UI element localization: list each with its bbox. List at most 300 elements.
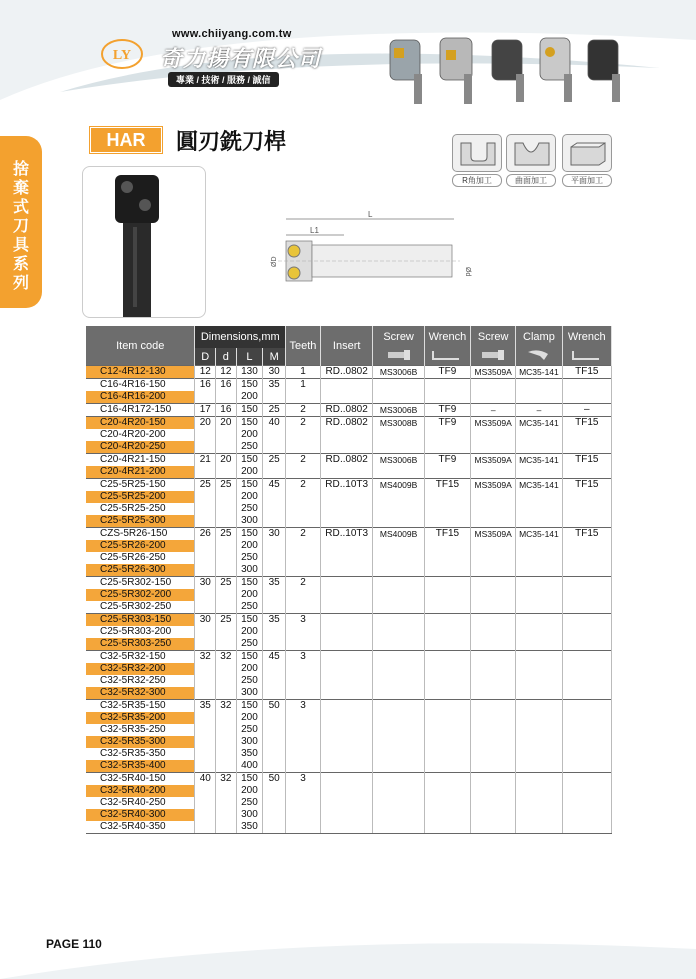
cell-clamp: MC35-141 — [516, 479, 562, 492]
cell-wrench2 — [562, 651, 611, 664]
cell-wrench: TF15 — [424, 479, 470, 492]
cell-wrench — [424, 429, 470, 441]
cell-wrench2 — [562, 540, 611, 552]
cell-L: 300 — [236, 564, 263, 577]
cell-clamp — [516, 429, 562, 441]
table-row — [86, 552, 612, 564]
item-code-cell: CZS-5R26-150 — [86, 528, 195, 541]
cell-M — [263, 515, 286, 528]
cell-D: 35 — [195, 700, 216, 713]
process-r-corner — [452, 134, 502, 185]
series-badge: HAR — [90, 127, 162, 153]
cell-teeth: 2 — [286, 454, 321, 467]
cell-wrench: TF9 — [424, 404, 470, 417]
cell-screw2 — [471, 601, 516, 614]
cell-D — [195, 736, 216, 748]
cell-M — [263, 821, 286, 834]
cell-screw2 — [471, 821, 516, 834]
table-row — [86, 366, 612, 379]
cell-d — [216, 675, 237, 687]
cell-screw2 — [471, 760, 516, 773]
cell-wrench2 — [562, 809, 611, 821]
item-code-cell: C25-5R302-200 — [86, 589, 195, 601]
cell-L: 150 — [236, 454, 263, 467]
table-row — [86, 454, 612, 467]
cell-wrench — [424, 748, 470, 760]
cell-screw2 — [471, 564, 516, 577]
cell-clamp — [516, 773, 562, 786]
cell-wrench — [424, 491, 470, 503]
cell-wrench2 — [562, 638, 611, 651]
cell-insert — [320, 601, 372, 614]
cell-clamp: – — [516, 404, 562, 417]
cell-screw2 — [471, 391, 516, 404]
cell-insert — [320, 638, 372, 651]
cell-d: 32 — [216, 651, 237, 664]
cell-d — [216, 736, 237, 748]
cell-clamp — [516, 736, 562, 748]
table-row — [86, 626, 612, 638]
cell-L: 250 — [236, 441, 263, 454]
dim-L1: L1 — [310, 226, 319, 235]
table-row — [86, 736, 612, 748]
cell-D — [195, 601, 216, 614]
cell-screw — [373, 736, 424, 748]
cell-insert — [320, 785, 372, 797]
table-row — [86, 466, 612, 479]
cell-screw2: MS3509A — [471, 417, 516, 430]
cell-screw — [373, 809, 424, 821]
cell-D — [195, 503, 216, 515]
cell-wrench2 — [562, 441, 611, 454]
cell-L: 150 — [236, 417, 263, 430]
cell-screw2 — [471, 441, 516, 454]
footer-swoosh — [0, 919, 696, 979]
cell-M — [263, 491, 286, 503]
cell-D — [195, 712, 216, 724]
cell-screw — [373, 552, 424, 564]
cell-L: 250 — [236, 601, 263, 614]
cell-insert: RD..10T3 — [320, 479, 372, 492]
cell-d — [216, 712, 237, 724]
cell-insert: RD..0802 — [320, 454, 372, 467]
cell-screw2 — [471, 626, 516, 638]
cell-screw2 — [471, 503, 516, 515]
cell-d: 25 — [216, 614, 237, 627]
cell-M: 45 — [263, 651, 286, 664]
table-row — [86, 773, 612, 786]
cell-D: 16 — [195, 379, 216, 392]
cell-teeth — [286, 441, 321, 454]
cell-wrench2 — [562, 503, 611, 515]
cell-L: 200 — [236, 491, 263, 503]
cell-D — [195, 724, 216, 736]
cell-wrench: TF9 — [424, 417, 470, 430]
cell-screw2 — [471, 614, 516, 627]
cell-M — [263, 663, 286, 675]
cell-clamp — [516, 760, 562, 773]
specification-table — [86, 326, 612, 834]
cell-L: 300 — [236, 736, 263, 748]
item-code-cell: C12-4R12-130 — [86, 366, 195, 379]
cell-screw — [373, 614, 424, 627]
cell-screw2 — [471, 577, 516, 590]
cell-teeth — [286, 391, 321, 404]
cell-screw — [373, 724, 424, 736]
cell-wrench — [424, 785, 470, 797]
dim-d: Ød — [464, 267, 471, 277]
cell-wrench — [424, 540, 470, 552]
cell-wrench2 — [562, 589, 611, 601]
cell-D — [195, 663, 216, 675]
cell-L: 250 — [236, 638, 263, 651]
item-code-cell: C16-4R16-200 — [86, 391, 195, 404]
cell-M — [263, 503, 286, 515]
cell-M: 50 — [263, 773, 286, 786]
cell-wrench — [424, 626, 470, 638]
cell-L: 150 — [236, 651, 263, 664]
cell-screw2 — [471, 687, 516, 700]
table-body — [86, 366, 612, 834]
cell-screw: MS3006B — [373, 404, 424, 417]
cell-d — [216, 391, 237, 404]
cell-wrench2: – — [562, 404, 611, 417]
cell-d — [216, 785, 237, 797]
cell-wrench2 — [562, 391, 611, 404]
table-row — [86, 601, 612, 614]
cell-wrench2 — [562, 491, 611, 503]
cell-D — [195, 748, 216, 760]
cell-screw2 — [471, 638, 516, 651]
cell-d — [216, 748, 237, 760]
item-code-cell: C32-5R35-250 — [86, 724, 195, 736]
cell-insert — [320, 809, 372, 821]
cell-screw: MS3006B — [373, 454, 424, 467]
cell-insert — [320, 466, 372, 479]
logo-text: LY — [112, 48, 132, 63]
cell-clamp — [516, 724, 562, 736]
cell-d — [216, 466, 237, 479]
cell-L: 250 — [236, 724, 263, 736]
cell-D: 25 — [195, 479, 216, 492]
table-row — [86, 515, 612, 528]
cell-M — [263, 687, 286, 700]
item-code-cell: C25-5R302-150 — [86, 577, 195, 590]
table-row — [86, 651, 612, 664]
cell-L: 350 — [236, 748, 263, 760]
cell-L: 300 — [236, 687, 263, 700]
cell-D — [195, 821, 216, 834]
cell-screw2: MS3509A — [471, 454, 516, 467]
cell-wrench — [424, 675, 470, 687]
table-row — [86, 540, 612, 552]
cell-M — [263, 675, 286, 687]
item-code-cell: C25-5R25-250 — [86, 503, 195, 515]
cell-d — [216, 552, 237, 564]
wrench-icon — [424, 348, 470, 366]
cell-wrench2 — [562, 466, 611, 479]
cell-wrench: TF15 — [424, 528, 470, 541]
cell-D — [195, 564, 216, 577]
cell-screw — [373, 379, 424, 392]
cell-screw2 — [471, 552, 516, 564]
item-code-cell: C32-5R40-350 — [86, 821, 195, 834]
cell-screw2 — [471, 797, 516, 809]
cell-teeth: 2 — [286, 417, 321, 430]
cell-screw2 — [471, 700, 516, 713]
cell-clamp — [516, 687, 562, 700]
cell-screw — [373, 797, 424, 809]
cell-teeth — [286, 429, 321, 441]
product-photo — [82, 166, 206, 318]
item-code-cell: C32-5R35-300 — [86, 736, 195, 748]
cell-clamp — [516, 589, 562, 601]
cell-clamp — [516, 663, 562, 675]
cell-insert — [320, 663, 372, 675]
cell-screw2: MS3509A — [471, 366, 516, 379]
cell-D — [195, 675, 216, 687]
cell-screw — [373, 491, 424, 503]
cell-D — [195, 638, 216, 651]
table-row — [86, 760, 612, 773]
cell-insert — [320, 577, 372, 590]
item-code-cell: C16-4R172-150 — [86, 404, 195, 417]
header-clamp: Clamp — [516, 326, 562, 348]
cell-teeth — [286, 760, 321, 773]
cell-d — [216, 626, 237, 638]
cell-wrench2 — [562, 700, 611, 713]
cell-teeth — [286, 797, 321, 809]
cell-D — [195, 540, 216, 552]
cell-D — [195, 809, 216, 821]
cell-screw2 — [471, 466, 516, 479]
cell-teeth: 2 — [286, 404, 321, 417]
cell-L: 350 — [236, 821, 263, 834]
cell-clamp — [516, 491, 562, 503]
cell-clamp — [516, 797, 562, 809]
cell-insert — [320, 748, 372, 760]
item-code-cell: C25-5R303-200 — [86, 626, 195, 638]
header-wrench: Wrench — [424, 326, 470, 348]
cell-clamp — [516, 391, 562, 404]
cell-wrench — [424, 614, 470, 627]
wrench-icon — [562, 348, 611, 366]
cell-teeth: 3 — [286, 773, 321, 786]
cell-wrench2 — [562, 577, 611, 590]
cell-screw2 — [471, 651, 516, 664]
cell-screw — [373, 626, 424, 638]
table-row — [86, 589, 612, 601]
cell-M: 30 — [263, 366, 286, 379]
header-D: D — [195, 348, 216, 366]
cell-L: 150 — [236, 614, 263, 627]
cell-screw — [373, 821, 424, 834]
cell-D — [195, 552, 216, 564]
cell-M: 35 — [263, 577, 286, 590]
cell-clamp — [516, 601, 562, 614]
item-code-cell: C25-5R26-300 — [86, 564, 195, 577]
cell-d — [216, 589, 237, 601]
cell-D: 30 — [195, 577, 216, 590]
cell-clamp — [516, 614, 562, 627]
cell-wrench2 — [562, 797, 611, 809]
cell-clamp — [516, 785, 562, 797]
cell-wrench — [424, 700, 470, 713]
cell-M — [263, 760, 286, 773]
item-code-cell: C25-5R303-150 — [86, 614, 195, 627]
page-number: PAGE 110 — [46, 937, 102, 951]
cell-screw2 — [471, 712, 516, 724]
table-row — [86, 748, 612, 760]
header-screw-2: Screw — [471, 326, 516, 348]
cell-screw: MS4009B — [373, 528, 424, 541]
cell-L: 200 — [236, 626, 263, 638]
cell-screw — [373, 785, 424, 797]
dim-L: L — [368, 210, 373, 219]
cell-clamp — [516, 540, 562, 552]
cell-M — [263, 552, 286, 564]
cell-wrench2 — [562, 773, 611, 786]
cell-d — [216, 663, 237, 675]
header-L: L — [236, 348, 263, 366]
curved-surface-icon — [506, 134, 556, 172]
cell-teeth — [286, 626, 321, 638]
cell-insert: RD..0802 — [320, 366, 372, 379]
item-code-cell: C32-5R40-200 — [86, 785, 195, 797]
cell-insert — [320, 614, 372, 627]
cell-wrench — [424, 663, 470, 675]
cell-teeth: 2 — [286, 479, 321, 492]
cell-D: 21 — [195, 454, 216, 467]
cell-teeth — [286, 515, 321, 528]
cell-d — [216, 797, 237, 809]
cell-clamp — [516, 466, 562, 479]
table-row — [86, 797, 612, 809]
cell-wrench2 — [562, 712, 611, 724]
item-code-cell: C20-4R20-200 — [86, 429, 195, 441]
cell-wrench2 — [562, 724, 611, 736]
table-row — [86, 404, 612, 417]
process-label: 平面加工 — [562, 174, 612, 187]
company-logo — [100, 38, 144, 70]
page-title: 圓刃銑刀桿 — [176, 129, 287, 154]
cell-insert — [320, 589, 372, 601]
cell-wrench — [424, 821, 470, 834]
cell-wrench — [424, 515, 470, 528]
cell-clamp — [516, 379, 562, 392]
cell-wrench — [424, 564, 470, 577]
cell-teeth — [286, 589, 321, 601]
cell-screw — [373, 675, 424, 687]
cell-teeth: 2 — [286, 528, 321, 541]
cell-clamp: MC35-141 — [516, 417, 562, 430]
cell-screw2 — [471, 736, 516, 748]
cell-wrench — [424, 577, 470, 590]
cell-teeth — [286, 809, 321, 821]
cell-wrench — [424, 391, 470, 404]
cell-screw2 — [471, 429, 516, 441]
cell-d — [216, 724, 237, 736]
table-row — [86, 479, 612, 492]
cell-screw — [373, 760, 424, 773]
cell-insert: RD..0802 — [320, 404, 372, 417]
cell-wrench — [424, 503, 470, 515]
table-row — [86, 675, 612, 687]
cell-M — [263, 601, 286, 614]
header-d: d — [216, 348, 237, 366]
website-url[interactable]: www.chiiyang.com.tw — [172, 28, 292, 40]
cell-insert — [320, 712, 372, 724]
cell-teeth — [286, 552, 321, 564]
cell-L: 150 — [236, 379, 263, 392]
cell-D — [195, 785, 216, 797]
cell-teeth — [286, 663, 321, 675]
table-row — [86, 663, 612, 675]
side-category-label: 捨棄式刀具系列 — [12, 161, 29, 292]
cell-d: 25 — [216, 577, 237, 590]
item-code-cell: C20-4R20-250 — [86, 441, 195, 454]
cell-d: 12 — [216, 366, 237, 379]
item-code-cell: C32-5R40-300 — [86, 809, 195, 821]
cell-wrench2: TF15 — [562, 528, 611, 541]
cell-L: 400 — [236, 760, 263, 773]
tool-holders-image — [380, 28, 680, 108]
table-row — [86, 700, 612, 713]
cell-wrench — [424, 379, 470, 392]
cell-D — [195, 491, 216, 503]
table-row — [86, 528, 612, 541]
cell-teeth — [286, 491, 321, 503]
item-code-cell: C25-5R25-200 — [86, 491, 195, 503]
cell-d — [216, 821, 237, 834]
cell-teeth — [286, 736, 321, 748]
cell-screw — [373, 663, 424, 675]
cell-wrench — [424, 441, 470, 454]
cell-L: 200 — [236, 540, 263, 552]
cell-screw2: MS3509A — [471, 479, 516, 492]
cell-wrench2 — [562, 515, 611, 528]
table-row — [86, 429, 612, 441]
cell-M — [263, 540, 286, 552]
cell-insert — [320, 773, 372, 786]
cell-D — [195, 626, 216, 638]
cell-screw — [373, 773, 424, 786]
cell-screw2 — [471, 724, 516, 736]
cell-screw — [373, 601, 424, 614]
cell-wrench2 — [562, 687, 611, 700]
cell-wrench2 — [562, 785, 611, 797]
cell-screw — [373, 503, 424, 515]
cell-D — [195, 589, 216, 601]
cell-wrench — [424, 724, 470, 736]
cell-d — [216, 601, 237, 614]
cell-clamp — [516, 809, 562, 821]
cell-screw2: MS3509A — [471, 528, 516, 541]
item-code-cell: C25-5R25-150 — [86, 479, 195, 492]
cell-D — [195, 429, 216, 441]
cell-L: 150 — [236, 479, 263, 492]
cell-wrench2 — [562, 736, 611, 748]
cell-D: 12 — [195, 366, 216, 379]
cell-teeth — [286, 638, 321, 651]
cell-d: 25 — [216, 528, 237, 541]
table-row — [86, 564, 612, 577]
cell-screw — [373, 466, 424, 479]
item-code-cell: C25-5R303-250 — [86, 638, 195, 651]
cell-M: 35 — [263, 379, 286, 392]
cell-M — [263, 441, 286, 454]
cell-teeth — [286, 712, 321, 724]
